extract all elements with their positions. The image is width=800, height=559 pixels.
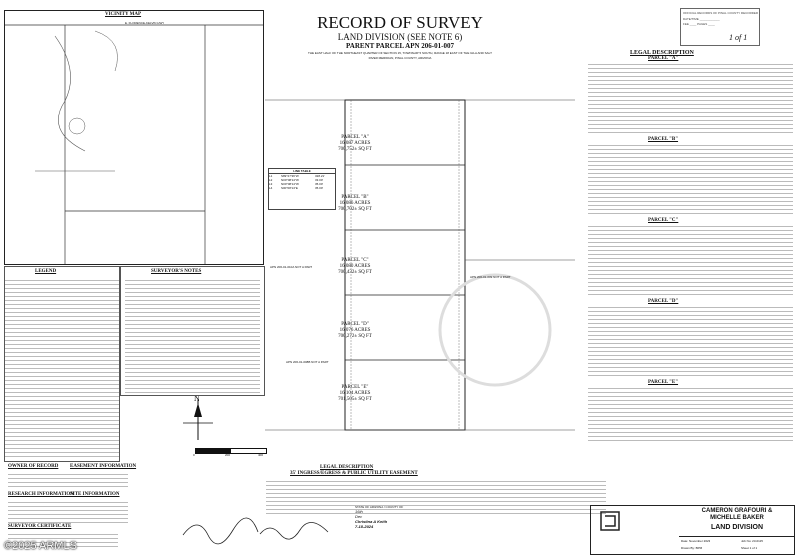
table-row: L2 N00°08'14"W 33.00' — [269, 178, 324, 182]
line-table-title: LINE TABLE — [269, 169, 335, 174]
apn-label-west: APN 206-01-010A NOT A PART — [270, 265, 313, 269]
parcel-a-label: PARCEL "A" 16.087 ACRES 700,752± SQ FT — [338, 135, 372, 152]
research-title: RESEARCH INFORMATION — [8, 492, 74, 497]
surveyors-notes-title: SURVEYOR'S NOTES — [151, 269, 202, 274]
title-description-1: THE EAST HALF OF THE NORTHEAST QUARTER OF SECTION 15, TOWNSHIP 5 SOUTH, RANGE 18 EAST OF THE GILA AND SALT — [308, 51, 492, 55]
easement-info-title: EASEMENT INFORMATION — [70, 464, 137, 469]
owner-signature-block — [258, 520, 338, 545]
north-arrow-icon — [178, 395, 218, 445]
parcel-c-label: PARCEL "C" 16.080 ACRES 700,432± SQ FT — [338, 258, 372, 275]
survey-plat — [265, 60, 575, 455]
signature-icon — [258, 520, 338, 540]
right-parcel-c-title: PARCEL "C" — [648, 218, 679, 223]
vicinity-road-label: E. FLORENCE-KELVIN HWY — [125, 21, 165, 25]
notary-signer: Christina A Keith — [355, 519, 388, 524]
vicinity-map-frame — [4, 10, 264, 265]
legal-description-right-title: LEGAL DESCRIPTION — [630, 50, 694, 56]
right-parcel-e-title: PARCEL "E" — [648, 380, 679, 385]
vicinity-map-label: VICINITY MAP — [105, 12, 142, 17]
scale-end: 400 — [258, 453, 264, 457]
right-parcel-b-title: PARCEL "B" — [648, 137, 679, 142]
project-name: LAND DIVISION — [710, 524, 764, 531]
table-row: L1 S89°27'36"W 328.21' — [269, 174, 325, 178]
svg-text:N: N — [194, 395, 200, 403]
notary-header: STATE OF ARIZONA / COUNTY OF — [355, 505, 404, 509]
notary-block — [355, 505, 455, 529]
table-row: L4 S00°08'14"E 35.00' — [269, 186, 324, 190]
apn-label-southwest: APN 206-01-008B NOT A PART — [286, 360, 329, 364]
client-name: CAMERON GRAFOURI & MICHELLE BAKER — [701, 508, 773, 521]
page-title: RECORD OF SURVEY — [317, 13, 483, 32]
vicinity-map-drawing — [5, 11, 263, 264]
recorder-page-count: 1 of 1 — [729, 33, 748, 42]
title-description-2: RIVER MERIDIAN, PINAL COUNTY, ARIZONA — [368, 56, 432, 60]
surveyors-notes-panel — [120, 266, 265, 396]
drawing-title-block — [590, 505, 795, 555]
table-row: L3 N00°08'14"W 35.00' — [269, 182, 324, 186]
legend-panel — [4, 266, 120, 462]
title-block-header — [300, 14, 500, 50]
scale-bar — [195, 448, 267, 454]
parent-parcel: PARENT PARCEL APN 206-01-007 — [346, 42, 454, 50]
recorder-stamp: OFFICIAL RECORDS OF PINAL COUNTY RECORDER DATE/TIME ____________ FEE ____ PAGES ____ 1 of 1 — [680, 8, 760, 46]
parcel-d-label: PARCEL "D" 16.076 ACRES 700,272± SQ FT — [338, 322, 372, 339]
ingress-easement-title: 35' INGRESS/EGRESS & PUBLIC UTILITY EASEMENT — [290, 471, 418, 476]
legal-description-right — [588, 56, 793, 456]
certificate-title: SURVEYOR CERTIFICATE — [8, 524, 72, 529]
scale-mid: 200 — [225, 453, 231, 457]
sheet-number: Sheet 1 of 1 — [741, 546, 758, 550]
company-logo-icon — [593, 508, 633, 538]
parcel-e-label: PARCEL "E" 16.104 ACRES 701,505± SQ FT — [338, 385, 372, 402]
legend-title: LEGEND — [35, 269, 57, 274]
notary-day: 16th — [355, 509, 363, 514]
title-block-divider — [679, 536, 794, 537]
site-info-title: SITE INFORMATION — [70, 492, 120, 497]
apn-label-east: APN 206-01-009 NOT A PART — [470, 275, 511, 279]
surveyor-seal-area — [178, 510, 268, 550]
page-subtitle: LAND DIVISION (SEE NOTE 6) — [337, 32, 463, 42]
drawn-by: Drawn By: BPM — [681, 546, 703, 550]
owner-title: OWNER OF RECORD — [8, 464, 59, 469]
scale-zero: 0 — [193, 453, 195, 457]
line-table — [268, 168, 336, 210]
job-number: Job No: 23-0115 — [741, 539, 763, 543]
notary-month: Dec — [355, 514, 363, 519]
right-parcel-d-title: PARCEL "D" — [648, 299, 679, 304]
right-parcel-a-title: PARCEL "A" — [648, 56, 679, 61]
legal-description-bottom-title: LEGAL DESCRIPTION — [320, 465, 374, 470]
parcel-b-label: PARCEL "B" 16.086 ACRES 700,702± SQ FT — [338, 195, 372, 212]
company-logo — [593, 508, 633, 538]
watermark: ©2025 ARMLS — [4, 540, 77, 552]
signature-icon — [178, 510, 268, 550]
drawing-date: Date: November 2023 — [681, 539, 711, 543]
notary-expiration: 7-18-2024 — [355, 524, 374, 529]
